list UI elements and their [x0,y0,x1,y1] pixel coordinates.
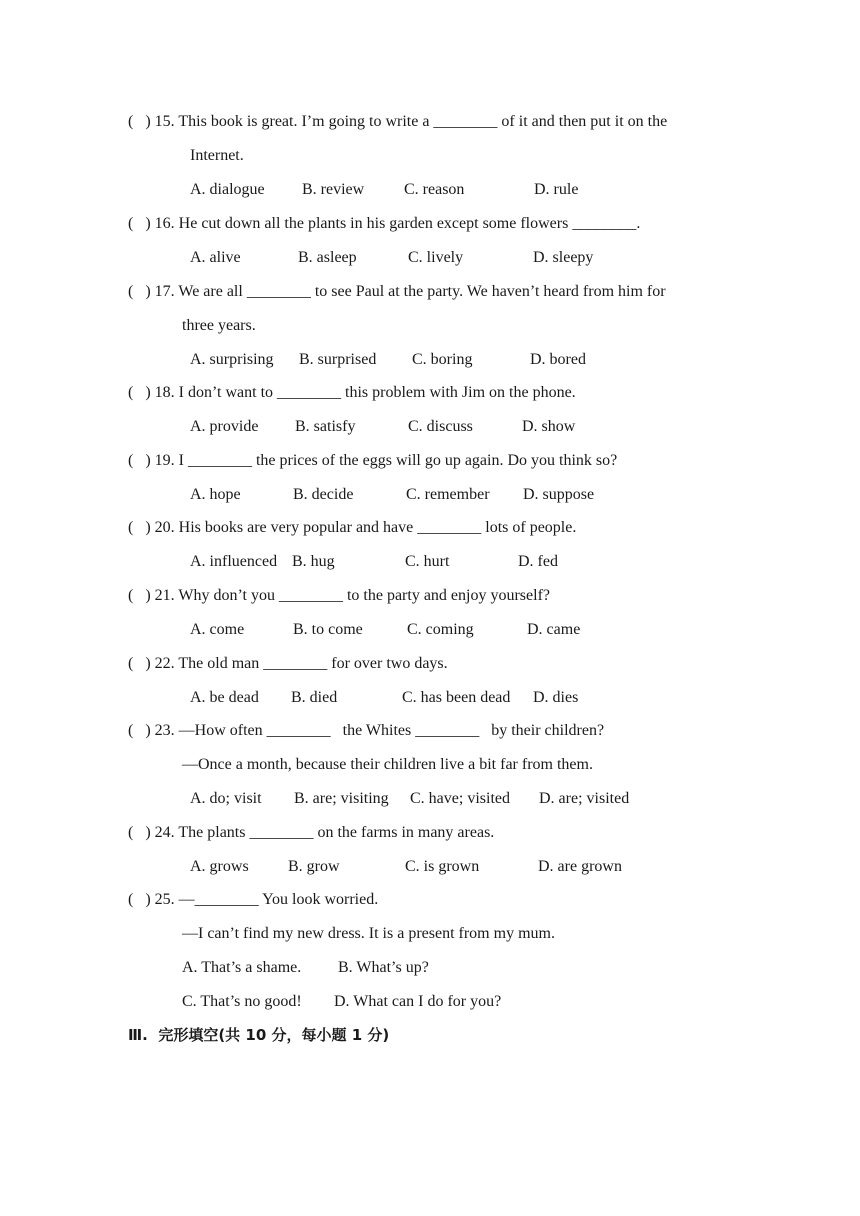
question-19-stem: ( ) 19. I ________ the prices of the eggs will go up again. Do you think so? [128,452,618,469]
q24-option-a: A. grows [190,858,249,875]
q25-option-b: B. What’s up? [338,959,429,976]
q18-option-a: A. provide [190,418,259,435]
q16-option-d: D. sleepy [533,249,594,266]
q24-option-d: D. are grown [538,858,622,875]
q19-option-d: D. suppose [523,486,595,503]
q20-option-a: A. influenced [190,553,278,570]
q22-option-d: D. dies [533,689,579,706]
question-17-continuation: three years. [182,317,256,334]
question-23-stem: ( ) 23. —How often ________ the Whites ________ by their children? [128,722,605,739]
q17-option-c: C. boring [412,351,473,368]
q21-option-d: D. came [527,621,581,638]
question-17-stem: ( ) 17. We are all ________ to see Paul at the party. We haven’t heard from him for [128,283,666,300]
q15-option-b: B. review [302,181,365,198]
question-16-stem: ( ) 16. He cut down all the plants in his garden except some flowers ________. [128,215,641,232]
question-22-stem: ( ) 22. The old man ________ for over two days. [128,655,448,672]
q25-option-c: C. That’s no good! [182,993,302,1010]
q24-option-c: C. is grown [405,858,480,875]
q23-option-a: A. do; visit [190,790,262,807]
q19-option-c: C. remember [406,486,490,503]
question-15-continuation: Internet. [190,147,244,164]
q21-option-a: A. come [190,621,245,638]
question-18-stem: ( ) 18. I don’t want to ________ this problem with Jim on the phone. [128,384,576,401]
q17-option-a: A. surprising [190,351,274,368]
q22-option-c: C. has been dead [402,689,511,706]
q16-option-a: A. alive [190,249,241,266]
question-25-stem: ( ) 25. —________ You look worried. [128,891,379,908]
question-24-stem: ( ) 24. The plants ________ on the farms in many areas. [128,824,495,841]
q15-option-c: C. reason [404,181,465,198]
q23-option-b: B. are; visiting [294,790,389,807]
q25-option-d: D. What can I do for you? [334,993,502,1010]
question-20-stem: ( ) 20. His books are very popular and have ________ lots of people. [128,519,577,536]
q17-option-d: D. bored [530,351,586,368]
section-heading: Ⅲ. 完形填空(共 10 分，每小题 1 分) [128,1026,390,1044]
q25-option-a: A. That’s a shame. [182,959,302,976]
q16-option-b: B. asleep [298,249,357,266]
q22-option-a: A. be dead [190,689,259,706]
question-25-continuation: —I can’t find my new dress. It is a present from my mum. [182,925,555,942]
q18-option-d: D. show [522,418,576,435]
q19-option-a: A. hope [190,486,241,503]
q20-option-c: C. hurt [405,553,450,570]
q15-option-a: A. dialogue [190,181,265,198]
q21-option-c: C. coming [407,621,474,638]
question-15-stem: ( ) 15. This book is great. I’m going to write a ________ of it and then put it on the [128,113,668,130]
q17-option-b: B. surprised [299,351,377,368]
q19-option-b: B. decide [293,486,354,503]
q15-option-d: D. rule [534,181,579,198]
q18-option-b: B. satisfy [295,418,356,435]
q24-option-b: B. grow [288,858,340,875]
question-21-stem: ( ) 21. Why don’t you ________ to the party and enjoy yourself? [128,587,550,604]
q20-option-b: B. hug [292,553,335,570]
q20-option-d: D. fed [518,553,558,570]
q16-option-c: C. lively [408,249,464,266]
q21-option-b: B. to come [293,621,363,638]
q23-option-c: C. have; visited [410,790,510,807]
q23-option-d: D. are; visited [539,790,630,807]
question-23-continuation: —Once a month, because their children live a bit far from them. [182,756,593,773]
q18-option-c: C. discuss [408,418,473,435]
q22-option-b: B. died [291,689,338,706]
